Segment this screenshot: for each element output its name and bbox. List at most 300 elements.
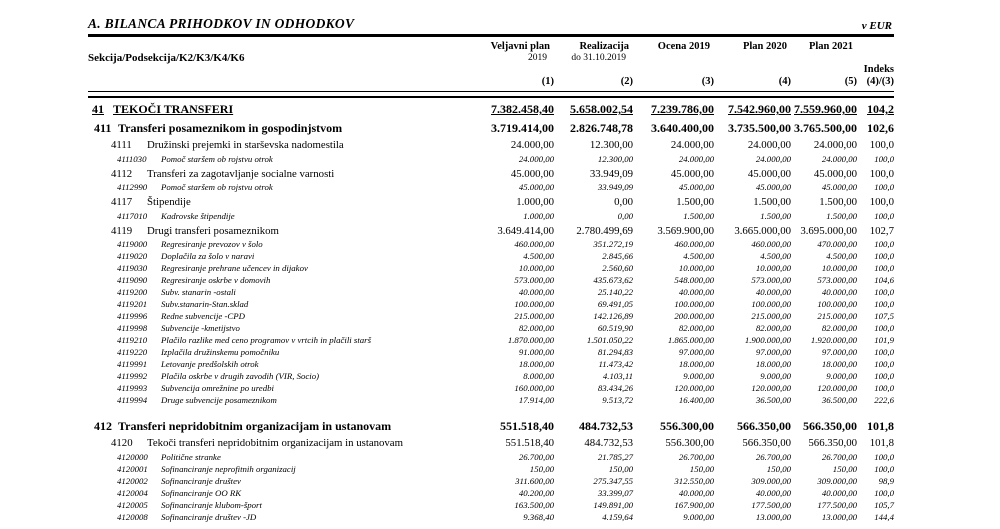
value-cell: 24.000,00 bbox=[813, 139, 857, 151]
row-label-cell bbox=[88, 394, 464, 406]
value-cell: 7.239.786,00 bbox=[651, 102, 714, 116]
value-cell: 97.000,00 bbox=[755, 347, 791, 357]
column-header-line1: Realizacija bbox=[579, 41, 629, 52]
value-cell: 100,0 bbox=[874, 347, 894, 357]
row-code: 4117 bbox=[111, 196, 133, 208]
value-cell: 484.732,53 bbox=[579, 419, 633, 433]
row-label-cell bbox=[88, 437, 464, 451]
row-label-cell bbox=[88, 139, 464, 153]
value-cell: 551.518,40 bbox=[505, 437, 554, 449]
row-label-cell bbox=[88, 358, 464, 370]
value-cell: 1.870.000,00 bbox=[507, 335, 554, 345]
row-label: Subv.stanarin-Stan.sklad bbox=[161, 299, 249, 309]
value-cell: 81.294,83 bbox=[597, 347, 633, 357]
value-cell: 25.140,22 bbox=[597, 287, 633, 297]
value-cell: 100,0 bbox=[874, 287, 894, 297]
value-cell: 18.000,00 bbox=[821, 359, 857, 369]
value-cell: 100,0 bbox=[874, 463, 894, 474]
value-cell: 82.000,00 bbox=[821, 323, 857, 333]
value-cell: 33.949,09 bbox=[597, 182, 633, 192]
row-code: 4119992 bbox=[117, 371, 148, 381]
value-cell: 100,0 bbox=[874, 263, 894, 273]
column-header bbox=[633, 41, 714, 88]
table-row bbox=[88, 394, 894, 406]
value-cell: 0,00 bbox=[617, 210, 633, 221]
value-cell: 24.000,00 bbox=[747, 139, 791, 151]
column-header-line1: Plan 2020 bbox=[742, 41, 787, 52]
value-cell: 82.000,00 bbox=[755, 323, 791, 333]
table-row bbox=[88, 475, 894, 487]
value-cell: 101,9 bbox=[874, 335, 894, 345]
column-header-number: (4) bbox=[778, 76, 791, 87]
table-row bbox=[88, 310, 894, 322]
value-cell: 311.600,00 bbox=[515, 475, 554, 486]
value-cell: 83.434,26 bbox=[597, 383, 633, 393]
row-code: 41 bbox=[92, 102, 104, 116]
value-cell: 120.000,00 bbox=[674, 383, 714, 393]
value-cell: 1.500,00 bbox=[676, 196, 714, 208]
budget-table bbox=[88, 34, 894, 523]
value-cell: 2.780.499,69 bbox=[576, 224, 633, 237]
value-cell: 275.347,55 bbox=[593, 475, 633, 486]
value-cell: 4.500,00 bbox=[683, 251, 714, 261]
table-row bbox=[88, 121, 894, 136]
column-header-line3 bbox=[633, 64, 714, 75]
value-cell: 101,8 bbox=[869, 437, 894, 449]
value-cell: 5.658.002,54 bbox=[570, 102, 633, 116]
row-code: 4119991 bbox=[117, 359, 148, 369]
value-cell: 100,0 bbox=[874, 359, 894, 369]
row-label-cell bbox=[88, 499, 464, 511]
row-label-cell bbox=[88, 346, 464, 358]
value-cell: 24.000,00 bbox=[518, 153, 554, 164]
value-cell: 312.550,00 bbox=[674, 475, 714, 486]
column-header-line1: Veljavni plan bbox=[490, 41, 550, 52]
row-label: Družinski prejemki in starševska nadomestila bbox=[147, 139, 344, 151]
value-cell: 100,0 bbox=[874, 299, 894, 309]
value-cell: 12.300,00 bbox=[597, 153, 633, 164]
value-cell: 7.542.960,00 bbox=[728, 102, 791, 116]
value-cell: 149.891,00 bbox=[593, 499, 633, 510]
value-cell: 435.673,62 bbox=[593, 275, 633, 285]
value-cell: 24.000,00 bbox=[670, 139, 714, 151]
value-cell: 7.559.960,00 bbox=[794, 102, 857, 116]
row-code: 4119020 bbox=[117, 251, 148, 261]
value-cell: 573.000,00 bbox=[817, 275, 857, 285]
column-header-line2: 2019 bbox=[528, 53, 547, 63]
value-cell: 45.000,00 bbox=[813, 167, 857, 180]
row-label: Druge subvencije posameznikom bbox=[161, 395, 277, 405]
row-label-cell bbox=[88, 370, 464, 382]
row-label-cell bbox=[88, 298, 464, 310]
table-row bbox=[88, 358, 894, 370]
value-cell: 45.000,00 bbox=[755, 182, 791, 192]
value-cell: 45.000,00 bbox=[821, 182, 857, 192]
value-cell: 100.000,00 bbox=[751, 299, 791, 309]
column-header-line3 bbox=[464, 64, 554, 75]
table-row bbox=[88, 499, 894, 511]
value-cell: 1.501.050,22 bbox=[586, 335, 633, 345]
value-cell: 100,0 bbox=[874, 182, 894, 192]
value-cell: 100,0 bbox=[874, 371, 894, 381]
table-body bbox=[88, 96, 894, 523]
value-cell: 167.900,00 bbox=[674, 499, 714, 510]
value-cell: 100,0 bbox=[874, 383, 894, 393]
row-label-cell bbox=[88, 286, 464, 298]
value-cell: 2.826.748,78 bbox=[570, 121, 633, 135]
value-cell: 100,0 bbox=[874, 153, 894, 164]
row-code: 4112990 bbox=[117, 182, 148, 192]
table-row bbox=[88, 437, 894, 451]
value-cell: 4.103,11 bbox=[602, 371, 633, 381]
value-cell: 100,0 bbox=[874, 210, 894, 221]
value-cell: 144,4 bbox=[874, 511, 894, 522]
section-column-header: Sekcija/Podsekcija/K2/K3/K4/K6 bbox=[88, 52, 245, 64]
value-cell: 150,00 bbox=[689, 463, 714, 474]
value-cell: 1.920.000,00 bbox=[810, 335, 857, 345]
value-cell: 36.500,00 bbox=[821, 395, 857, 405]
column-header-line2 bbox=[791, 53, 857, 64]
value-cell: 177.500,00 bbox=[751, 499, 791, 510]
value-cell: 100,0 bbox=[874, 239, 894, 249]
value-cell: 3.640.400,00 bbox=[651, 121, 714, 135]
value-cell: 16.400,00 bbox=[678, 395, 714, 405]
value-cell: 215.000,00 bbox=[751, 311, 791, 321]
title-bar bbox=[88, 8, 894, 32]
value-cell: 1.500,00 bbox=[753, 196, 791, 208]
value-cell: 18.000,00 bbox=[755, 359, 791, 369]
value-cell: 100.000,00 bbox=[817, 299, 857, 309]
value-cell: 10.000,00 bbox=[821, 263, 857, 273]
value-cell: 573.000,00 bbox=[751, 275, 791, 285]
value-cell: 24.000,00 bbox=[510, 139, 554, 151]
value-cell: 1.500,00 bbox=[819, 196, 857, 208]
value-cell: 9.368,40 bbox=[523, 511, 554, 522]
column-headers bbox=[464, 41, 894, 88]
row-label-cell bbox=[88, 322, 464, 334]
row-label: Pomoč staršem ob rojstvu otrok bbox=[161, 153, 273, 164]
value-cell: 3.695.000,00 bbox=[800, 224, 857, 237]
table-row bbox=[88, 168, 894, 182]
column-header-line3 bbox=[714, 64, 791, 75]
value-cell: 10.000,00 bbox=[518, 263, 554, 273]
value-cell: 163.500,00 bbox=[514, 499, 554, 510]
value-cell: 40.200,00 bbox=[518, 487, 554, 498]
table-row bbox=[88, 382, 894, 394]
value-cell: 10.000,00 bbox=[678, 263, 714, 273]
row-code: 412 bbox=[94, 419, 112, 433]
value-cell: 24.000,00 bbox=[821, 153, 857, 164]
value-cell: 101,8 bbox=[867, 419, 894, 433]
value-cell: 18.000,00 bbox=[518, 359, 554, 369]
value-cell: 556.300,00 bbox=[665, 437, 714, 449]
value-cell: 33.399,07 bbox=[597, 487, 633, 498]
row-code: 4119201 bbox=[117, 299, 148, 309]
column-header-number: (2) bbox=[620, 76, 633, 87]
row-label-cell bbox=[88, 451, 464, 463]
value-cell: 104,6 bbox=[874, 275, 894, 285]
value-cell: 573.000,00 bbox=[514, 275, 554, 285]
row-code: 4120000 bbox=[117, 451, 148, 462]
currency-note: v EUR bbox=[861, 20, 892, 32]
value-cell: 3.719.414,00 bbox=[491, 121, 554, 135]
value-cell: 222,6 bbox=[874, 395, 894, 405]
value-cell: 24.000,00 bbox=[678, 153, 714, 164]
row-label: Regresiranje oskrbe v domovih bbox=[161, 275, 271, 285]
row-label: Doplačila za šolo v naravi bbox=[161, 251, 255, 261]
row-label: Subv. stanarin -ostali bbox=[161, 287, 236, 297]
value-cell: 100,0 bbox=[874, 251, 894, 261]
value-cell: 309.000,00 bbox=[817, 475, 857, 486]
value-cell: 1.500,00 bbox=[760, 210, 791, 221]
row-code: 4119030 bbox=[117, 263, 148, 273]
value-cell: 60.519,90 bbox=[597, 323, 633, 333]
value-cell: 100,0 bbox=[869, 139, 894, 151]
table-row bbox=[88, 286, 894, 298]
value-cell: 460.000,00 bbox=[674, 239, 714, 249]
row-code: 4119090 bbox=[117, 275, 148, 285]
value-cell: 200.000,00 bbox=[674, 311, 714, 321]
row-label: Redne subvencije -CPD bbox=[161, 311, 246, 321]
row-code: 4119994 bbox=[117, 395, 148, 405]
value-cell: 142.126,89 bbox=[593, 311, 633, 321]
table-row bbox=[88, 102, 894, 116]
column-header-line2 bbox=[633, 53, 714, 64]
row-label-cell bbox=[88, 225, 464, 239]
row-code: 4119998 bbox=[117, 323, 148, 333]
row-label-cell bbox=[88, 274, 464, 286]
row-code: 4119220 bbox=[117, 347, 148, 357]
value-cell: 102,7 bbox=[869, 224, 894, 237]
row-label: Drugi transferi posameznikom bbox=[147, 224, 279, 237]
value-cell: 97.000,00 bbox=[821, 347, 857, 357]
column-header-line1: Ocena 2019 bbox=[657, 41, 710, 52]
value-cell: 12.300,00 bbox=[589, 139, 633, 151]
row-code: 411 bbox=[94, 121, 112, 135]
row-label: Sofinanciranje društev bbox=[161, 475, 241, 486]
value-cell: 26.700,00 bbox=[678, 451, 714, 462]
value-cell: 102,6 bbox=[867, 121, 894, 135]
value-cell: 556.300,00 bbox=[660, 419, 714, 433]
column-header bbox=[554, 41, 633, 88]
row-label: Sofinanciranje klubom-šport bbox=[161, 499, 262, 510]
value-cell: 470.000,00 bbox=[817, 239, 857, 249]
value-cell: 45.000,00 bbox=[510, 167, 554, 180]
value-cell: 45.000,00 bbox=[678, 182, 714, 192]
row-label: Sofinanciranje društev -JD bbox=[161, 511, 257, 522]
value-cell: 120.000,00 bbox=[751, 383, 791, 393]
table-header bbox=[88, 34, 894, 92]
table-row bbox=[88, 322, 894, 334]
value-cell: 9.000,00 bbox=[826, 371, 857, 381]
value-cell: 26.700,00 bbox=[518, 451, 554, 462]
row-code: 4119996 bbox=[117, 311, 148, 321]
value-cell: 3.649.414,00 bbox=[497, 224, 554, 237]
value-cell: 40.000,00 bbox=[755, 487, 791, 498]
value-cell: 45.000,00 bbox=[518, 182, 554, 192]
value-cell: 26.700,00 bbox=[821, 451, 857, 462]
value-cell: 150,00 bbox=[529, 463, 554, 474]
column-header-number: (4)/(3) bbox=[866, 76, 894, 87]
value-cell: 566.350,00 bbox=[808, 437, 857, 449]
value-cell: 4.159,64 bbox=[602, 511, 633, 522]
value-cell: 215.000,00 bbox=[817, 311, 857, 321]
value-cell: 40.000,00 bbox=[821, 287, 857, 297]
row-label: Transferi za zagotavljanje socialne varnosti bbox=[147, 167, 335, 180]
row-label-cell bbox=[88, 419, 464, 434]
value-cell: 2.560,60 bbox=[602, 263, 633, 273]
row-label-cell bbox=[88, 196, 464, 210]
row-label: Regresiranje prevozov v šolo bbox=[161, 239, 263, 249]
column-header-number: (1) bbox=[541, 76, 554, 87]
value-cell: 40.000,00 bbox=[755, 287, 791, 297]
value-cell: 18.000,00 bbox=[678, 359, 714, 369]
value-cell: 3.735.500,00 bbox=[728, 121, 791, 135]
page-title: A. BILANCA PRIHODKOV IN ODHODKOV bbox=[88, 16, 355, 31]
value-cell: 100.000,00 bbox=[674, 299, 714, 309]
row-label-cell bbox=[88, 168, 464, 182]
value-cell: 566.350,00 bbox=[742, 437, 791, 449]
value-cell: 104,2 bbox=[867, 102, 894, 116]
value-cell: 98,9 bbox=[878, 475, 894, 486]
row-label: Plačilo razlike med ceno programov v vrtcih in plačili starš bbox=[161, 335, 372, 345]
column-header-line3: Indeks bbox=[863, 64, 894, 75]
value-cell: 82.000,00 bbox=[518, 323, 554, 333]
value-cell: 150,00 bbox=[766, 463, 791, 474]
row-label: Regresiranje prehrane učencev in dijakov bbox=[161, 263, 308, 273]
table-row bbox=[88, 419, 894, 434]
value-cell: 9.000,00 bbox=[683, 371, 714, 381]
row-code: 4120008 bbox=[117, 511, 148, 522]
column-header bbox=[857, 41, 894, 88]
row-code: 4119993 bbox=[117, 383, 148, 393]
value-cell: 105,7 bbox=[874, 499, 894, 510]
table-row bbox=[88, 210, 894, 222]
row-code: 4120002 bbox=[117, 475, 148, 486]
row-code: 4120 bbox=[111, 437, 133, 449]
value-cell: 351.272,19 bbox=[593, 239, 633, 249]
row-label: Letovanje predšolskih otrok bbox=[161, 359, 259, 369]
value-cell: 91.000,00 bbox=[518, 347, 554, 357]
value-cell: 309.000,00 bbox=[751, 475, 791, 486]
value-cell: 100,0 bbox=[874, 487, 894, 498]
row-label: Subvencija omrežnine po uredbi bbox=[161, 383, 274, 393]
row-label: Tekoči transferi nepridobitnim organizacijam in ustanovam bbox=[147, 437, 403, 449]
value-cell: 566.350,00 bbox=[803, 419, 857, 433]
value-cell: 40.000,00 bbox=[678, 487, 714, 498]
row-label: Politične stranke bbox=[161, 451, 221, 462]
table-row bbox=[88, 225, 894, 239]
value-cell: 24.000,00 bbox=[755, 153, 791, 164]
column-header-line1: Plan 2021 bbox=[808, 41, 853, 52]
row-code: 4120001 bbox=[117, 463, 148, 474]
row-code: 4117010 bbox=[117, 210, 148, 221]
value-cell: 82.000,00 bbox=[678, 323, 714, 333]
value-cell: 460.000,00 bbox=[514, 239, 554, 249]
row-label-cell bbox=[88, 310, 464, 322]
row-label-cell bbox=[88, 250, 464, 262]
value-cell: 0,00 bbox=[614, 196, 633, 208]
row-code: 4111030 bbox=[117, 153, 147, 164]
row-label-cell bbox=[88, 102, 464, 116]
table-row bbox=[88, 370, 894, 382]
row-label-cell bbox=[88, 238, 464, 250]
value-cell: 3.569.900,00 bbox=[657, 224, 714, 237]
value-cell: 120.000,00 bbox=[817, 383, 857, 393]
value-cell: 40.000,00 bbox=[518, 287, 554, 297]
column-header-line3 bbox=[791, 64, 857, 75]
value-cell: 566.350,00 bbox=[737, 419, 791, 433]
value-cell: 4.500,00 bbox=[826, 251, 857, 261]
value-cell: 33.949,09 bbox=[589, 167, 633, 180]
column-header-line3 bbox=[554, 64, 633, 75]
row-code: 4120004 bbox=[117, 487, 148, 498]
value-cell: 2.845,66 bbox=[602, 251, 633, 261]
table-row bbox=[88, 262, 894, 274]
value-cell: 13.000,00 bbox=[821, 511, 857, 522]
table-row bbox=[88, 451, 894, 463]
value-cell: 100,0 bbox=[874, 323, 894, 333]
column-header-number: (5) bbox=[844, 76, 857, 87]
value-cell: 11.473,42 bbox=[598, 359, 633, 369]
value-cell: 45.000,00 bbox=[747, 167, 791, 180]
value-cell: 8.000,00 bbox=[523, 371, 554, 381]
row-label-cell bbox=[88, 334, 464, 346]
row-label: Sofinanciranje neprofitnih organizacij bbox=[161, 463, 296, 474]
value-cell: 1.000,00 bbox=[523, 210, 554, 221]
column-header-line1 bbox=[857, 41, 894, 53]
value-cell: 7.382.458,40 bbox=[491, 102, 554, 116]
row-label-cell bbox=[88, 181, 464, 193]
value-cell: 150,00 bbox=[832, 463, 857, 474]
table-row bbox=[88, 334, 894, 346]
value-cell: 9.000,00 bbox=[683, 511, 714, 522]
value-cell: 4.500,00 bbox=[523, 251, 554, 261]
table-row bbox=[88, 250, 894, 262]
column-header-line2: do 31.10.2019 bbox=[571, 53, 626, 63]
value-cell: 9.000,00 bbox=[760, 371, 791, 381]
value-cell: 40.000,00 bbox=[678, 287, 714, 297]
table-row bbox=[88, 153, 894, 165]
value-cell: 177.500,00 bbox=[817, 499, 857, 510]
value-cell: 26.700,00 bbox=[755, 451, 791, 462]
value-cell: 17.914,00 bbox=[518, 395, 554, 405]
value-cell: 10.000,00 bbox=[755, 263, 791, 273]
value-cell: 97.000,00 bbox=[678, 347, 714, 357]
table-row bbox=[88, 346, 894, 358]
value-cell: 460.000,00 bbox=[751, 239, 791, 249]
row-label: Sofinanciranje OO RK bbox=[161, 487, 242, 498]
table-row bbox=[88, 298, 894, 310]
row-label: Pomoč staršem ob rojstvu otrok bbox=[161, 182, 273, 192]
value-cell: 3.765.500,00 bbox=[794, 121, 857, 135]
row-label-cell bbox=[88, 475, 464, 487]
value-cell: 1.000,00 bbox=[516, 196, 554, 208]
row-code: 4112 bbox=[111, 167, 133, 180]
table-row bbox=[88, 196, 894, 210]
value-cell: 9.513,72 bbox=[602, 395, 633, 405]
value-cell: 1.500,00 bbox=[826, 210, 857, 221]
value-cell: 160.000,00 bbox=[514, 383, 554, 393]
row-label: Plačila oskrbe v drugih zavodih (VIR, Socio) bbox=[161, 371, 320, 381]
row-label-cell bbox=[88, 262, 464, 274]
value-cell: 13.000,00 bbox=[755, 511, 791, 522]
row-label: Subvencije -kmetijstvo bbox=[161, 323, 240, 333]
value-cell: 45.000,00 bbox=[670, 167, 714, 180]
column-header bbox=[791, 41, 857, 88]
table-row bbox=[88, 139, 894, 153]
column-header bbox=[714, 41, 791, 88]
